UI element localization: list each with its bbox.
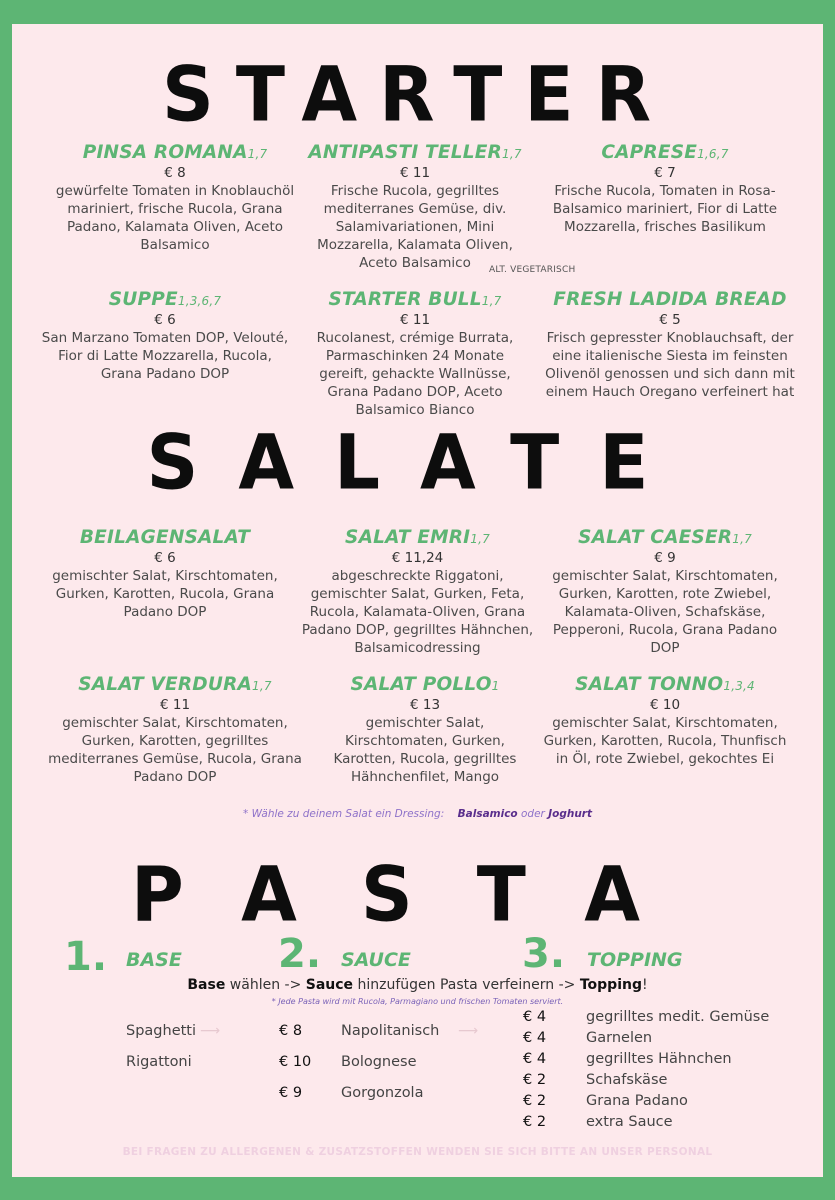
item-title: BEILAGENSALAT [79,527,251,548]
item-price: € 11 [399,312,431,328]
topping-price: € 4 [523,1009,547,1025]
item-price: € 11,24 [391,550,444,566]
item-allergens: 1,7 [252,679,272,693]
item-description: abgeschreckte Riggatoni, gemischter Salat, Gurken, Feta, Rucola, Kalamata-Oliven, Grana Padano DOP, gegrilltes Hähnchen, Balsamicodressing [301,568,534,656]
dressing-or: oder [520,808,545,820]
item-price: € 11 [159,697,191,713]
sauce-price: € 10 [279,1054,312,1070]
item-title: SALAT CAESER [578,527,733,548]
item-description: Rucolanest, crémige Burrata, Parmaschinken 24 Monate gereift, gehackte Wallnüsse, Grana Padano DOP, Aceto Balsamico Bianco [316,330,514,418]
item-description: gemischter Salat, Kirschtomaten, Gurken, Karotten, rote Zwiebel, Kalamata-Oliven, Schafskäse, Pepperoni, Rucola, Grana Padano DOP [552,568,778,656]
item-price: € 10 [649,697,681,713]
menu-item [305,289,525,419]
item-allergens: 1,3,4 [723,679,755,693]
dressing-option-balsamico: Balsamico [457,808,518,820]
dressing-prefix: * Wähle zu deinem Salat ein Dressing: [242,808,445,820]
pasta-instruction [0,977,835,993]
topping-name: Grana Padano [586,1093,688,1109]
allergen-footer: BEI FRAGEN ZU ALLERGENEN & ZUSATZSTOFFEN WENDEN SIE SICH BITTE AN UNSER PERSONAL [122,1146,713,1158]
menu-item [45,674,305,786]
instruction-text: ! [641,977,648,993]
menu-item [540,142,790,236]
topping-name: gegrilltes Hähnchen [586,1051,732,1067]
instruction-text: hinzufügen Pasta verfeinern -> [353,977,580,993]
item-title: PINSA ROMANA [82,142,248,163]
item-description: gemischter Salat, Kirschtomaten, Gurken, Karotten, Rucola, Grana Padano DOP [52,568,278,620]
item-price: € 13 [409,697,441,713]
item-description: gemischter Salat, Kirschtomaten, Gurken, Karotten, Rucola, Thunfisch in Öl, rote Zwiebel, gekochtes Ei [543,715,787,767]
item-price: € 11 [399,165,431,181]
arrow-right-icon: ⟶ [200,1023,221,1039]
step-number: 1. [64,934,108,980]
topping-name: Schafskäse [586,1072,668,1088]
menu-item [300,527,535,657]
topping-price: € 2 [523,1072,547,1088]
item-title: SALAT POLLO [350,674,492,695]
step-number: 3. [522,931,566,977]
item-title: STARTER BULL [328,289,482,310]
salate-heading: SALATE [146,417,689,507]
step-label-topping: TOPPING [587,949,683,971]
item-title: SALAT EMRI [345,527,471,548]
item-title: SALAT TONNO [575,674,724,695]
menu-item [540,527,790,657]
topping-price: € 2 [523,1114,547,1130]
item-description: San Marzano Tomaten DOP, Velouté, Fior di Latte Mozzarella, Rucola, Grana Padano DOP [41,330,289,382]
item-title: CAPRESE [601,142,698,163]
alt-vegetarisch-note: ALT. VEGETARISCH [489,265,576,275]
item-allergens: 1,7 [481,294,502,308]
item-description: Frisch gepresster Knoblauchsaft, der eine italienische Siesta im feinsten Olivenöl genossen und sich dann mit einem Hauch Oregano verfeinert hat [545,330,795,400]
topping-name: extra Sauce [586,1114,673,1130]
topping-price: € 4 [523,1030,547,1046]
instruction-base: Base [187,977,226,993]
sauce-price: € 8 [279,1023,303,1039]
item-allergens: 1 [491,679,500,693]
menu-item [320,674,530,786]
step-number: 2. [278,931,322,977]
instruction-sauce: Sauce [305,977,354,993]
step-label-base: BASE [126,949,182,971]
menu-item [300,142,530,272]
item-allergens: 1,3,6,7 [177,294,222,308]
item-price: € 6 [154,312,176,328]
item-allergens: 1,7 [732,532,752,546]
item-price: € 8 [164,165,186,181]
menu-item [545,289,795,401]
item-description: gemischter Salat, Kirschtomaten, Gurken, Karotten, Rucola, gegrilltes Hähnchenfilet, Mango [333,715,517,785]
arrow-right-icon: ⟶ [458,1023,479,1039]
sauce-name: Napolitanisch [341,1023,440,1039]
item-allergens: 1,7 [501,147,522,161]
sauce-name: Bolognese [341,1054,417,1070]
instruction-topping: Topping [579,977,642,993]
pasta-heading: PASTA [131,849,704,939]
item-allergens: 1,6,7 [697,147,729,161]
instruction-text: wählen -> [225,977,306,993]
item-description: Frische Rucola, Tomaten in Rosa-Balsamico mariniert, Fior di Latte Mozzarella, frisches Basilikum [552,183,778,235]
item-title: ANTIPASTI TELLER [308,142,502,163]
topping-price: € 4 [523,1051,547,1067]
sauce-name: Gorgonzola [341,1085,424,1101]
starter-heading: STARTER [161,49,674,139]
item-description: gemischter Salat, Kirschtomaten, Gurken, Karotten, gegrilltes mediterranes Gemüse, Rucola, Grana Padano DOP [48,715,302,785]
item-title: FRESH LADIDA BREAD [553,289,787,310]
menu-item [40,289,290,383]
item-title: SUPPE [108,289,178,310]
menu-item [40,527,290,621]
base-option: Spaghetti [126,1023,197,1039]
item-price: € 5 [659,312,681,328]
topping-name: Garnelen [586,1030,653,1046]
item-title: SALAT VERDURA [78,674,253,695]
step-label-sauce: SAUCE [341,949,411,971]
menu-item [540,674,790,768]
base-option: Rigattoni [126,1054,192,1070]
pasta-note: * Jede Pasta wird mit Rucola, Parmagiano und frischen Tomaten serviert. [271,997,564,1006]
item-price: € 7 [654,165,676,181]
item-description: Frische Rucola, gegrilltes mediterranes Gemüse, div. Salamivariationen, Mini Mozzarella, Kalamata Oliven, Aceto Balsamico [317,183,513,271]
item-price: € 6 [154,550,176,566]
item-allergens: 1,7 [470,532,490,546]
dressing-option-joghurt: Joghurt [548,808,592,820]
menu-item [40,142,310,254]
dressing-note [0,808,835,820]
item-description: gewürfelte Tomaten in Knoblauchöl mariniert, frische Rucola, Grana Padano, Kalamata Oliven, Aceto Balsamico [55,183,295,253]
sauce-price: € 9 [279,1085,303,1101]
topping-name: gegrilltes medit. Gemüse [586,1009,770,1025]
item-allergens: 1,7 [247,147,268,161]
topping-price: € 2 [523,1093,547,1109]
item-price: € 9 [654,550,676,566]
